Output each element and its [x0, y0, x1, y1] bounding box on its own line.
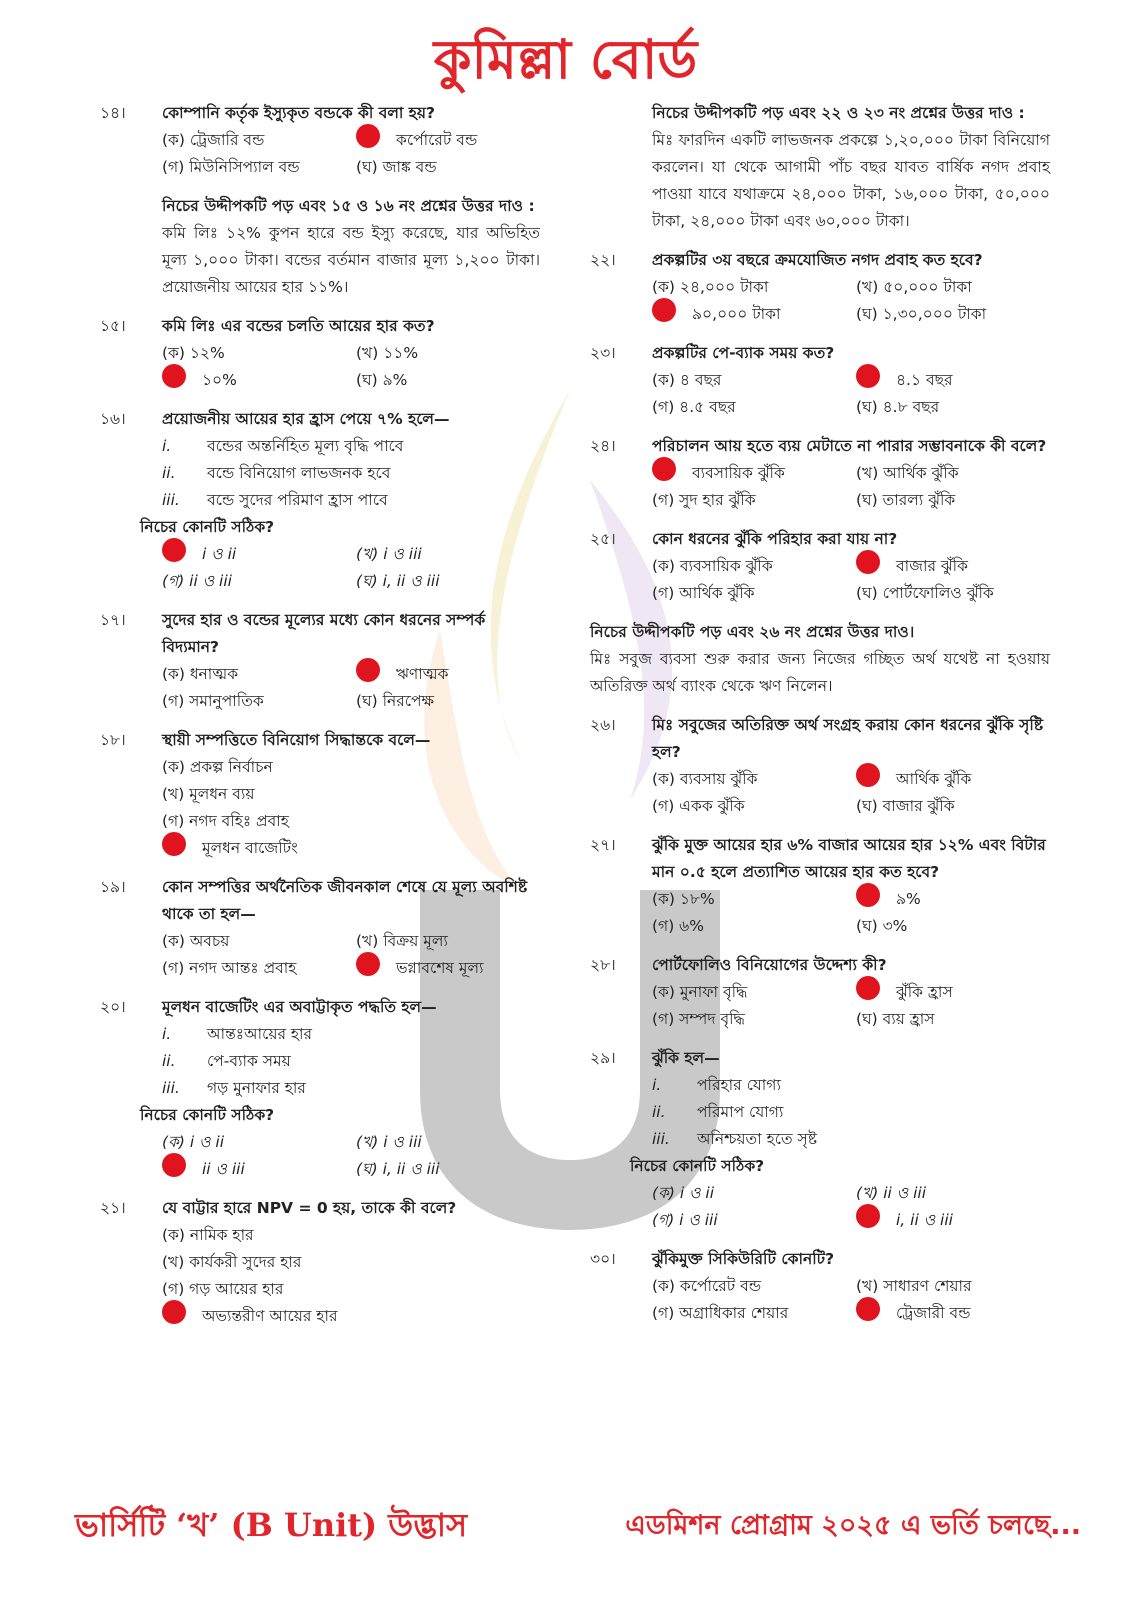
- question-30: ৩০। ঝুঁকিমুক্ত সিকিউরিটি কোনটি? (ক) কর্পোরেট বন্ড (খ) সাধারণ শেয়ার (গ) অগ্রাধিকার শেয়ার ট্রেজারী বন্ড: [590, 1246, 1050, 1327]
- option: (খ) কার্যকরী সুদের হার: [162, 1253, 302, 1271]
- question-17: ১৭। সুদের হার ও বন্ডের মূল্যের মধ্যে কোন ধরনের সম্পর্ক বিদ্যমান? (ক) ধনাত্মক ঋণাত্মক (গ) সমানুপাতিক (ঘ) নিরপেক্ষ: [100, 607, 540, 715]
- correct-answer-dot: [162, 1300, 186, 1324]
- option: (গ) সুদ হার ঝুঁকি: [652, 491, 756, 509]
- option-correct: ব্যবসায়িক ঝুঁকি: [652, 460, 846, 487]
- question-27: ২৭। ঝুঁকি মুক্ত আয়ের হার ৬% বাজার আয়ের হার ১২% এবং বিটার মান ০.৫ হলে প্রত্যাশিত আয়ের হার কত হবে? (ক) ১৮% ৯% (গ) ৬% (ঘ) ৩%: [590, 832, 1050, 940]
- page-title: কুমিল্লা বোর্ড: [433, 28, 698, 91]
- option: (খ) বিক্রয় মূল্য: [356, 932, 448, 950]
- option: (ঘ) ৩%: [856, 917, 908, 935]
- question-23: ২৩। প্রকল্পটির পে-ব্যাক সময় কত? (ক) ৪ বছর ৪.১ বছর (গ) ৪.৫ বছর (ঘ) ৪.৮ বছর: [590, 340, 1050, 421]
- option: (গ) মিউনিসিপ্যাল বন্ড: [162, 158, 300, 176]
- option: (ঘ) বাজার ঝুঁকি: [856, 797, 955, 815]
- option: (ক) ৪ বছর: [652, 371, 722, 389]
- stimulus-26: নিচের উদ্দীপকটি পড় এবং ২৬ নং প্রশ্নের উত্তর দাও। মিঃ সবুজ ব্যবসা শুরু করার জন্য নিজের গচ্ছিত অর্থ যথেষ্ট না হওয়ায় অতিরিক্ত অর্থ ব্যাংক থেকে ঋণ নিলেন।: [590, 623, 1050, 695]
- option: (ক) i ও ii: [652, 1184, 715, 1202]
- question-28: ২৮। পোর্টফোলিও বিনিয়োগের উদ্দেশ্য কী? (ক) মুনাফা বৃদ্ধি ঝুঁকি হ্রাস (গ) সম্পদ বৃদ্ধি (ঘ) ব্যয় হ্রাস: [590, 952, 1050, 1033]
- option-correct: ৯%: [856, 886, 1050, 913]
- question-18: ১৮। স্থায়ী সম্পত্তিতে বিনিয়োগ সিদ্ধান্তকে বলে— (ক) প্রকল্প নির্বাচন (খ) মূলধন ব্যয় (গ) নগদ বহিঃ প্রবাহ মূলধন বাজেটিং: [100, 727, 540, 862]
- option: (গ) ii ও iii: [162, 572, 232, 590]
- option-correct: আর্থিক ঝুঁকি: [856, 766, 1050, 793]
- option-correct: ট্রেজারী বন্ড: [856, 1300, 1050, 1327]
- option: (ক) ব্যবসায়িক ঝুঁকি: [652, 557, 773, 575]
- option: (ক) প্রকল্প নির্বাচন: [162, 758, 273, 776]
- correct-answer-dot: [856, 1297, 880, 1321]
- correct-answer-dot: [856, 976, 880, 1000]
- option: (ঘ) ৪.৮ বছর: [856, 398, 940, 416]
- correct-answer-dot: [356, 952, 380, 976]
- option: (ক) ১২%: [162, 344, 225, 362]
- option: (ক) মুনাফা বৃদ্ধি: [652, 983, 748, 1001]
- option: (গ) i ও iii: [652, 1211, 718, 1229]
- option: (খ) ৫০,০০০ টাকা: [856, 278, 972, 296]
- footer-brand: ভার্সিটি ‘খ’ (B Unit) উদ্ভাস: [75, 1506, 468, 1544]
- option: (গ) নগদ আন্তঃ প্রবাহ: [162, 959, 297, 977]
- footer-promo: এডমিশন প্রোগ্রাম ২০২৫ এ ভর্তি চলছে...: [625, 1510, 1081, 1541]
- correct-answer-dot: [856, 364, 880, 388]
- option-correct: i, ii ও iii: [856, 1207, 1050, 1234]
- option: (ক) কর্পোরেট বন্ড: [652, 1277, 762, 1295]
- option: (ক) ধনাত্মক: [162, 665, 239, 683]
- option: (গ) ৬%: [652, 917, 704, 935]
- option-correct: i ও ii: [162, 541, 346, 568]
- option: (ক) অবচয়: [162, 932, 230, 950]
- right-column: [590, 100, 1050, 1339]
- question-16: ১৬। প্রয়োজনীয় আয়ের হার হ্রাস পেয়ে ৭% হলে— i. বন্ডের অন্তর্নিহিত মূল্য বৃদ্ধি পাবে ii. বন্ডে বিনিয়োগ লাভজনক হবে iii. বন্ডে সুদের পরিমাণ হ্রাস পাবে নিচের কোনটি সঠিক? i ও ii (খ) i ও iii (গ) ii ও iii (ঘ) i, ii ও iii: [100, 406, 540, 595]
- option: (ঘ) ব্যয় হ্রাস: [856, 1010, 935, 1028]
- option: (খ) ১১%: [356, 344, 419, 362]
- option: (ঘ) নিরপেক্ষ: [356, 692, 435, 710]
- option-correct: ঋণাত্মক: [356, 661, 540, 688]
- correct-answer-dot: [856, 550, 880, 574]
- option: (খ) আর্থিক ঝুঁকি: [856, 464, 959, 482]
- option: (ক) ১৮%: [652, 890, 715, 908]
- question-25: ২৫। কোন ধরনের ঝুঁকি পরিহার করা যায় না? (ক) ব্যবসায়িক ঝুঁকি বাজার ঝুঁকি (গ) আর্থিক ঝুঁকি (ঘ) পোর্টফোলিও ঝুঁকি: [590, 526, 1050, 607]
- question-15: ১৫। কমি লিঃ এর বন্ডের চলতি আয়ের হার কত? (ক) ১২% (খ) ১১% ১০% (ঘ) ৯%: [100, 313, 540, 394]
- option: (ঘ) ৯%: [356, 371, 408, 389]
- left-column: [100, 100, 540, 1342]
- correct-answer-dot: [162, 1153, 186, 1177]
- question-19: ১৯। কোন সম্পত্তির অর্থনৈতিক জীবনকাল শেষে যে মূল্য অবশিষ্ট থাকে তা হল— (ক) অবচয় (খ) বিক্রয় মূল্য (গ) নগদ আন্তঃ প্রবাহ ভগ্নাবশেষ মূল্য: [100, 874, 540, 982]
- correct-answer-dot: [856, 1204, 880, 1228]
- question-22: ২২। প্রকল্পটির ৩য় বছরে ক্রমযোজিত নগদ প্রবাহ কত হবে? (ক) ২৪,০০০ টাকা (খ) ৫০,০০০ টাকা ৯০,০০০ টাকা (ঘ) ১,৩০,০০০ টাকা: [590, 247, 1050, 328]
- correct-answer-dot: [652, 457, 676, 481]
- correct-answer-dot: [356, 124, 380, 148]
- option-correct: ৪.১ বছর: [856, 367, 1050, 394]
- stimulus-15-16: নিচের উদ্দীপকটি পড় এবং ১৫ ও ১৬ নং প্রশ্নের উত্তর দাও : কমি লিঃ ১২% কুপন হারে বন্ড ইস্যু করেছে, যার অভিহিত মূল্য ১,০০০ টাকা। বন্ডের বর্তমান বাজার মূল্য ১,২০০ টাকা। প্রয়োজনীয় আয়ের হার ১১%।: [162, 197, 540, 296]
- option: (গ) নগদ বহিঃ প্রবাহ: [162, 812, 289, 830]
- correct-answer-dot: [856, 883, 880, 907]
- option-correct: কর্পোরেট বন্ড: [356, 127, 540, 154]
- question-14: ১৪। কোম্পানি কর্তৃক ইস্যুকৃত বন্ডকে কী বলা হয়? (ক) ট্রেজারি বন্ড কর্পোরেট বন্ড (গ) মিউনিসিপ্যাল বন্ড (ঘ) জাঙ্ক বন্ড: [100, 100, 540, 181]
- option: (খ) i ও iii: [356, 545, 422, 563]
- option: (ঘ) ১,৩০,০০০ টাকা: [856, 305, 987, 323]
- option-correct: অভ্যন্তরীণ আয়ের হার: [162, 1303, 540, 1330]
- correct-answer-dot: [162, 538, 186, 562]
- question-29: ২৯। ঝুঁকি হল— i. পরিহার যোগ্য ii. পরিমাপ যোগ্য iii. অনিশ্চয়তা হতে সৃষ্ট নিচের কোনটি সঠিক? (ক) i ও ii (খ) ii ও iii (গ) i ও iii i, ii ও iii: [590, 1045, 1050, 1234]
- option-correct: ii ও iii: [162, 1156, 346, 1183]
- option: (খ) মূলধন ব্যয়: [162, 785, 255, 803]
- option: (গ) আর্থিক ঝুঁকি: [652, 584, 755, 602]
- option: (গ) একক ঝুঁকি: [652, 797, 745, 815]
- correct-answer-dot: [162, 364, 186, 388]
- option: (ঘ) তারল্য ঝুঁকি: [856, 491, 956, 509]
- option: (গ) অগ্রাধিকার শেয়ার: [652, 1304, 789, 1322]
- option-correct: ভগ্নাবশেষ মূল্য: [356, 955, 540, 982]
- question-21: ২১। যে বাট্টার হারে NPV = 0 হয়, তাকে কী বলে? (ক) নামিক হার (খ) কার্যকরী সুদের হার (গ) গড় আয়ের হার অভ্যন্তরীণ আয়ের হার: [100, 1195, 540, 1330]
- option-correct: মূলধন বাজেটিং: [162, 835, 540, 862]
- correct-answer-dot: [856, 763, 880, 787]
- option-correct: ঝুঁকি হ্রাস: [856, 979, 1050, 1006]
- question-26: ২৬। মিঃ সবুজের অতিরিক্ত অর্থ সংগ্রহ করায় কোন ধরনের ঝুঁকি সৃষ্টি হল? (ক) ব্যবসায় ঝুঁকি আর্থিক ঝুঁকি (গ) একক ঝুঁকি (ঘ) বাজার ঝুঁকি: [590, 712, 1050, 820]
- option: (ঘ) i, ii ও iii: [356, 572, 440, 590]
- option: (ঘ) পোর্টফোলিও ঝুঁকি: [856, 584, 994, 602]
- option: (ক) ট্রেজারি বন্ড: [162, 131, 265, 149]
- option: (খ) i ও iii: [356, 1133, 422, 1151]
- option: (গ) সমানুপাতিক: [162, 692, 264, 710]
- option: (ঘ) জাঙ্ক বন্ড: [356, 158, 437, 176]
- option: (খ) সাধারণ শেয়ার: [856, 1277, 972, 1295]
- correct-answer-dot: [162, 832, 186, 856]
- option: (গ) গড় আয়ের হার: [162, 1280, 284, 1298]
- option: (ঘ) i, ii ও iii: [356, 1160, 440, 1178]
- question-20: ২০। মূলধন বাজেটিং এর অবাট্টাকৃত পদ্ধতি হল— i. আন্তঃআয়ের হার ii. পে-ব্যাক সময় iii. গড় মুনাফার হার নিচের কোনটি সঠিক? (ক) i ও ii (খ) i ও iii ii ও iii (ঘ) i, ii ও iii: [100, 994, 540, 1183]
- option: (গ) ৪.৫ বছর: [652, 398, 736, 416]
- correct-answer-dot: [652, 298, 676, 322]
- question-24: ২৪। পরিচালন আয় হতে ব্যয় মেটাতে না পারার সম্ভাবনাকে কী বলে? ব্যবসায়িক ঝুঁকি (খ) আর্থিক ঝুঁকি (গ) সুদ হার ঝুঁকি (ঘ) তারল্য ঝুঁকি: [590, 433, 1050, 514]
- option-correct: ৯০,০০০ টাকা: [652, 301, 846, 328]
- option: (ক) নামিক হার: [162, 1226, 254, 1244]
- stimulus-22-23: নিচের উদ্দীপকটি পড় এবং ২২ ও ২৩ নং প্রশ্নের উত্তর দাও : মিঃ ফারদিন একটি লাভজনক প্রকল্পে ১,২০,০০০ টাকা বিনিয়োগ করলেন। যা থেকে আগামী পাঁচ বছর যাবত বার্ষিক নগদ প্রবাহ পাওয়া যাবে যথাক্রমে ২৪,০০০ টাকা, ১৬,০০০ টাকা, ৫০,০০০ টাকা, ২৪,০০০ টাকা এবং ৬০,০০০ টাকা।: [652, 104, 1050, 230]
- correct-answer-dot: [356, 658, 380, 682]
- option: (ক) ২৪,০০০ টাকা: [652, 278, 769, 296]
- option: (খ) ii ও iii: [856, 1184, 926, 1202]
- option: (ক) i ও ii: [162, 1133, 225, 1151]
- option-correct: বাজার ঝুঁকি: [856, 553, 1050, 580]
- option: (ক) ব্যবসায় ঝুঁকি: [652, 770, 758, 788]
- option-correct: ১০%: [162, 367, 346, 394]
- option: (গ) সম্পদ বৃদ্ধি: [652, 1010, 745, 1028]
